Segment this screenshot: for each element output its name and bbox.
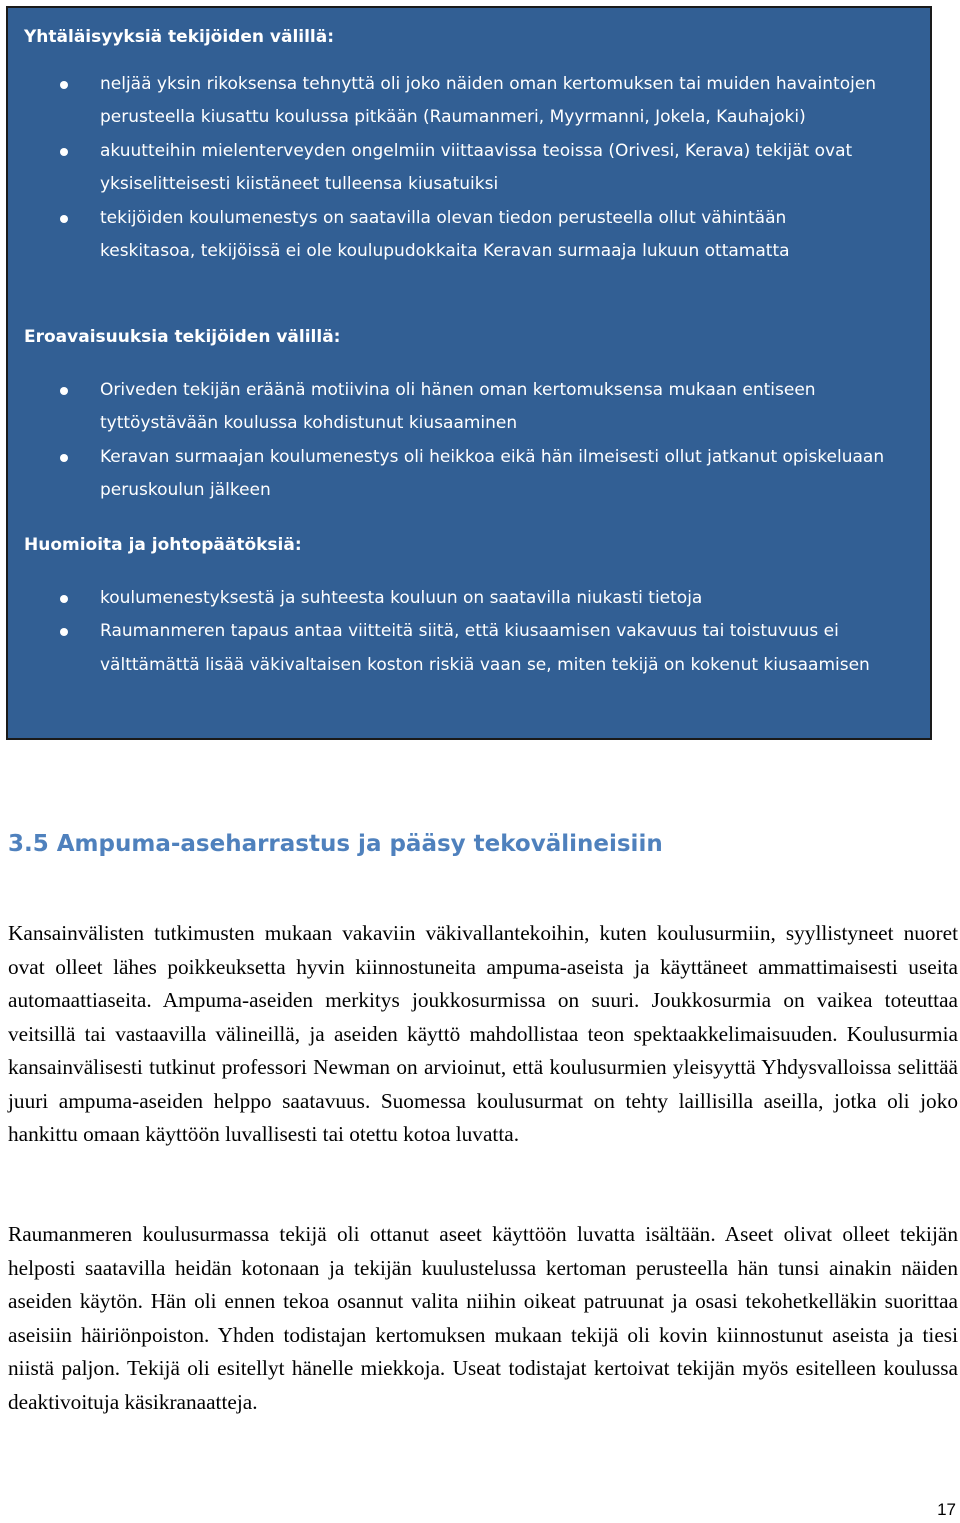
observations-heading: Huomioita ja johtopäätöksiä: xyxy=(24,535,302,555)
bullet-icon xyxy=(60,148,68,156)
bullet-icon xyxy=(60,628,68,636)
list-item-text: Raumanmeren tapaus antaa viitteitä siitä, että kiusaamisen vakavuus tai toistuvuus ei välttämättä lisää väkivaltaisen koston riskiä vaan se, miten tekijä on kokenut kiusaamisen xyxy=(100,621,870,675)
section-title: 3.5 Ampuma-aseharrastus ja pääsy tekovälineisiin xyxy=(8,831,663,857)
bullet-icon xyxy=(60,387,68,395)
summary-box xyxy=(6,6,932,740)
list-item xyxy=(8,615,934,682)
list-item xyxy=(8,441,934,508)
body-paragraph: Raumanmeren koulusurmassa tekijä oli ottanut aseet käyttöön luvatta isältään. Aseet olivat olleet tekijän helposti saatavilla heidän kotonaan ja tekijän kuulustelussa kertoman perusteella hän tunsi ainakin näiden aseiden käytön. Hän oli ennen tekoa osannut valita niihin oikeat patruunat ja osasi tekohetkelläkin suorittaa aseisiin häiriönpoiston. Yhden todistajan kertomuksen mukaan tekijä oli kovin kiinnostunut aseista ja tiesi niistä paljon. Tekijä oli esitellyt hänelle miekkoja. Useat todistajat kertoivat tekijän myös esitelleen koulussa deaktivoituja käsikranaatteja. xyxy=(8,1222,958,1414)
list-item xyxy=(8,202,934,269)
list-item-text: koulumenestyksestä ja suhteesta kouluun on saatavilla niukasti tietoja xyxy=(100,588,703,608)
observations-list xyxy=(8,582,934,682)
list-item-text: neljää yksin rikoksensa tehnyttä oli joko näiden oman kertomuksen tai muiden havaintojen perusteella kiusattu koulussa pitkään (Raumanmeri, Myyrmanni, Jokela, Kauhajoki) xyxy=(100,74,877,128)
list-item xyxy=(8,68,934,135)
list-item-text: Oriveden tekijän eräänä motiivina oli hänen oman kertomuksensa mukaan entiseen tyttöystävään koulussa kohdistunut kiusaaminen xyxy=(100,380,816,434)
bullet-icon xyxy=(60,215,68,223)
bullet-icon xyxy=(60,595,68,603)
bullet-icon xyxy=(60,454,68,462)
list-item-text: akuutteihin mielenterveyden ongelmiin viittaavissa teoissa (Orivesi, Kerava) tekijät ovat yksiselitteisesti kiistäneet tulleensa kiusatuiksi xyxy=(100,140,853,195)
page-number: 17 xyxy=(937,1500,956,1519)
differences-list xyxy=(8,374,934,508)
list-item xyxy=(8,135,934,202)
similarities-list xyxy=(8,68,934,268)
list-item-text: tekijöiden koulumenestys on saatavilla olevan tiedon perusteella ollut vähintään keskitasoa, tekijöissä ei ole koulupudokkaita Keravan surmaaja lukuun ottamatta xyxy=(100,207,790,262)
differences-heading: Eroavaisuuksia tekijöiden välillä: xyxy=(24,327,341,347)
list-item xyxy=(8,374,934,441)
similarities-heading: Yhtäläisyyksiä tekijöiden välillä: xyxy=(24,27,335,47)
list-item-text: Keravan surmaajan koulumenestys oli heikkoa eikä hän ilmeisesti ollut jatkanut opiskeluaan peruskoulun jälkeen xyxy=(100,446,885,501)
body-paragraph: Kansainvälisten tutkimusten mukaan vakaviin väkivallantekoihin, kuten koulusurmiin, syyllistyneet nuoret ovat olleet lähes poikkeuksetta hyvin kiinnostuneita ampuma-aseista ja käyttäneet ammattimaisesti useita automaattiaseita. Ampuma-aseiden merkitys joukkosurmissa on suuri. Joukkosurmia on vaikea toteuttaa veitsillä tai vastaavilla välineillä, ja aseiden käyttö mahdollistaa teon spektaakkelimaisuuden. Koulusurmia kansainvälisesti tutkinut professori Newman on arvioinut, että koulusurmien yleisyyttä Yhdysvalloissa selittää juuri ampuma-aseiden helppo saatavuus. Suomessa koulusurmat on tehty laillisilla aseilla, jotka oli joko hankittu omaan käyttöön luvallisesti tai otettu kotoa luvatta. xyxy=(8,921,958,1146)
bullet-icon xyxy=(60,81,68,89)
list-item xyxy=(8,582,934,615)
